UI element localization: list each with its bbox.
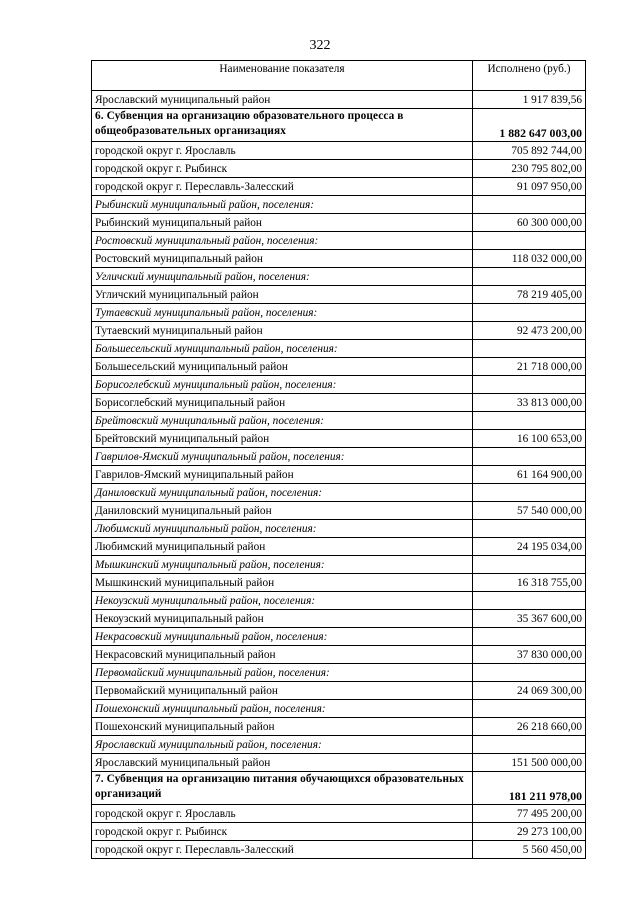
subheading-label: Любимский муниципальный район, поселения:	[92, 520, 473, 538]
table-row	[92, 538, 586, 556]
executed-amount: 57 540 000,00	[473, 502, 586, 520]
indicator-name: Рыбинский муниципальный район	[92, 214, 473, 232]
indicator-name: Любимский муниципальный район	[92, 538, 473, 556]
executed-amount: 29 273 100,00	[473, 823, 586, 841]
executed-amount: 26 218 660,00	[473, 718, 586, 736]
executed-amount: 33 813 000,00	[473, 394, 586, 412]
indicator-name: Большесельский муниципальный район	[92, 358, 473, 376]
subheading-label: Тутаевский муниципальный район, поселения:	[92, 304, 473, 322]
report-table	[91, 60, 586, 859]
table-row	[92, 430, 586, 448]
executed-amount	[473, 700, 586, 718]
executed-amount	[473, 412, 586, 430]
executed-amount: 37 830 000,00	[473, 646, 586, 664]
executed-amount	[473, 628, 586, 646]
indicator-name: Ярославский муниципальный район	[92, 91, 473, 109]
subheading-row	[92, 520, 586, 538]
executed-amount: 35 367 600,00	[473, 610, 586, 628]
page-number: 322	[309, 38, 331, 53]
indicator-name: Угличский муниципальный район	[92, 286, 473, 304]
executed-amount	[473, 304, 586, 322]
indicator-name: 6. Субвенция на организацию образовательного процесса в общеобразовательных организациях	[92, 109, 473, 142]
indicator-name: Тутаевский муниципальный район	[92, 322, 473, 340]
indicator-name: городской округ г. Рыбинск	[92, 160, 473, 178]
subheading-label: Даниловский муниципальный район, поселения:	[92, 484, 473, 502]
executed-amount	[473, 376, 586, 394]
subheading-row	[92, 376, 586, 394]
table-row	[92, 502, 586, 520]
table-row	[92, 718, 586, 736]
subheading-row	[92, 736, 586, 754]
subheading-label: Угличский муниципальный район, поселения:	[92, 268, 473, 286]
executed-amount	[473, 448, 586, 466]
executed-amount: 118 032 000,00	[473, 250, 586, 268]
subheading-row	[92, 196, 586, 214]
executed-amount: 92 473 200,00	[473, 322, 586, 340]
subheading-label: Большесельский муниципальный район, поселения:	[92, 340, 473, 358]
indicator-name: Брейтовский муниципальный район	[92, 430, 473, 448]
executed-amount	[473, 484, 586, 502]
executed-amount: 1 882 647 003,00	[473, 109, 586, 142]
executed-amount: 61 164 900,00	[473, 466, 586, 484]
indicator-name: Гаврилов-Ямский муниципальный район	[92, 466, 473, 484]
table-row	[92, 91, 586, 109]
executed-amount: 77 495 200,00	[473, 805, 586, 823]
subheading-row	[92, 448, 586, 466]
executed-amount: 60 300 000,00	[473, 214, 586, 232]
table-row	[92, 823, 586, 841]
executed-amount: 16 100 653,00	[473, 430, 586, 448]
subheading-label: Борисоглебский муниципальный район, поселения:	[92, 376, 473, 394]
subheading-row	[92, 592, 586, 610]
table-row	[92, 646, 586, 664]
executed-amount: 181 211 978,00	[473, 772, 586, 805]
section-row	[92, 772, 586, 805]
indicator-name: Борисоглебский муниципальный район	[92, 394, 473, 412]
indicator-name: 7. Субвенция на организацию питания обучающихся образовательных организаций	[92, 772, 473, 805]
table-row	[92, 754, 586, 772]
executed-amount	[473, 340, 586, 358]
table-row	[92, 178, 586, 196]
section-row	[92, 109, 586, 142]
subheading-row	[92, 664, 586, 682]
subheading-row	[92, 556, 586, 574]
subheading-row	[92, 628, 586, 646]
table-row	[92, 322, 586, 340]
executed-amount: 21 718 000,00	[473, 358, 586, 376]
table-body	[92, 91, 586, 859]
table-row	[92, 841, 586, 859]
subheading-row	[92, 700, 586, 718]
subheading-row	[92, 304, 586, 322]
subheading-label: Некрасовский муниципальный район, поселения:	[92, 628, 473, 646]
indicator-name: Некоузский муниципальный район	[92, 610, 473, 628]
executed-amount: 705 892 744,00	[473, 142, 586, 160]
executed-amount	[473, 556, 586, 574]
subheading-label: Первомайский муниципальный район, поселения:	[92, 664, 473, 682]
subheading-row	[92, 484, 586, 502]
table-row	[92, 214, 586, 232]
subheading-row	[92, 340, 586, 358]
executed-amount: 24 195 034,00	[473, 538, 586, 556]
table-row	[92, 160, 586, 178]
indicator-name: Пошехонский муниципальный район	[92, 718, 473, 736]
subheading-label: Ярославский муниципальный район, поселения:	[92, 736, 473, 754]
indicator-name: Ростовский муниципальный район	[92, 250, 473, 268]
subheading-label: Рыбинский муниципальный район, поселения:	[92, 196, 473, 214]
indicator-name: городской округ г. Переславль-Залесский	[92, 841, 473, 859]
subheading-label: Гаврилов-Ямский муниципальный район, поселения:	[92, 448, 473, 466]
subheading-label: Пошехонский муниципальный район, поселения:	[92, 700, 473, 718]
indicator-name: Первомайский муниципальный район	[92, 682, 473, 700]
table-row	[92, 142, 586, 160]
executed-amount	[473, 196, 586, 214]
executed-amount: 1 917 839,56	[473, 91, 586, 109]
table-header-row	[92, 61, 586, 91]
executed-amount: 78 219 405,00	[473, 286, 586, 304]
executed-amount	[473, 268, 586, 286]
table-row	[92, 250, 586, 268]
subheading-label: Ростовский муниципальный район, поселения:	[92, 232, 473, 250]
executed-amount: 230 795 802,00	[473, 160, 586, 178]
executed-amount	[473, 232, 586, 250]
table-row	[92, 682, 586, 700]
executed-amount: 24 069 300,00	[473, 682, 586, 700]
indicator-name: городской округ г. Рыбинск	[92, 823, 473, 841]
subheading-label: Некоузский муниципальный район, поселения:	[92, 592, 473, 610]
indicator-name: городской округ г. Ярославль	[92, 805, 473, 823]
executed-amount: 16 318 755,00	[473, 574, 586, 592]
executed-amount	[473, 736, 586, 754]
table-row	[92, 805, 586, 823]
table-row	[92, 358, 586, 376]
executed-amount: 91 097 950,00	[473, 178, 586, 196]
table-row	[92, 574, 586, 592]
executed-amount	[473, 664, 586, 682]
executed-amount	[473, 520, 586, 538]
table-row	[92, 466, 586, 484]
table-row	[92, 286, 586, 304]
subheading-label: Мышкинский муниципальный район, поселения:	[92, 556, 473, 574]
indicator-name: городской округ г. Ярославль	[92, 142, 473, 160]
subheading-row	[92, 412, 586, 430]
indicator-name: Некрасовский муниципальный район	[92, 646, 473, 664]
table-row	[92, 610, 586, 628]
header-executed-amount: Исполнено (руб.)	[473, 61, 586, 91]
executed-amount	[473, 592, 586, 610]
indicator-name: Даниловский муниципальный район	[92, 502, 473, 520]
executed-amount: 5 560 450,00	[473, 841, 586, 859]
indicator-name: Мышкинский муниципальный район	[92, 574, 473, 592]
subheading-row	[92, 232, 586, 250]
indicator-name: Ярославский муниципальный район	[92, 754, 473, 772]
indicator-name: городской округ г. Переславль-Залесский	[92, 178, 473, 196]
subheading-label: Брейтовский муниципальный район, поселения:	[92, 412, 473, 430]
table-row	[92, 394, 586, 412]
header-indicator-name: Наименование показателя	[92, 61, 473, 91]
subheading-row	[92, 268, 586, 286]
executed-amount: 151 500 000,00	[473, 754, 586, 772]
